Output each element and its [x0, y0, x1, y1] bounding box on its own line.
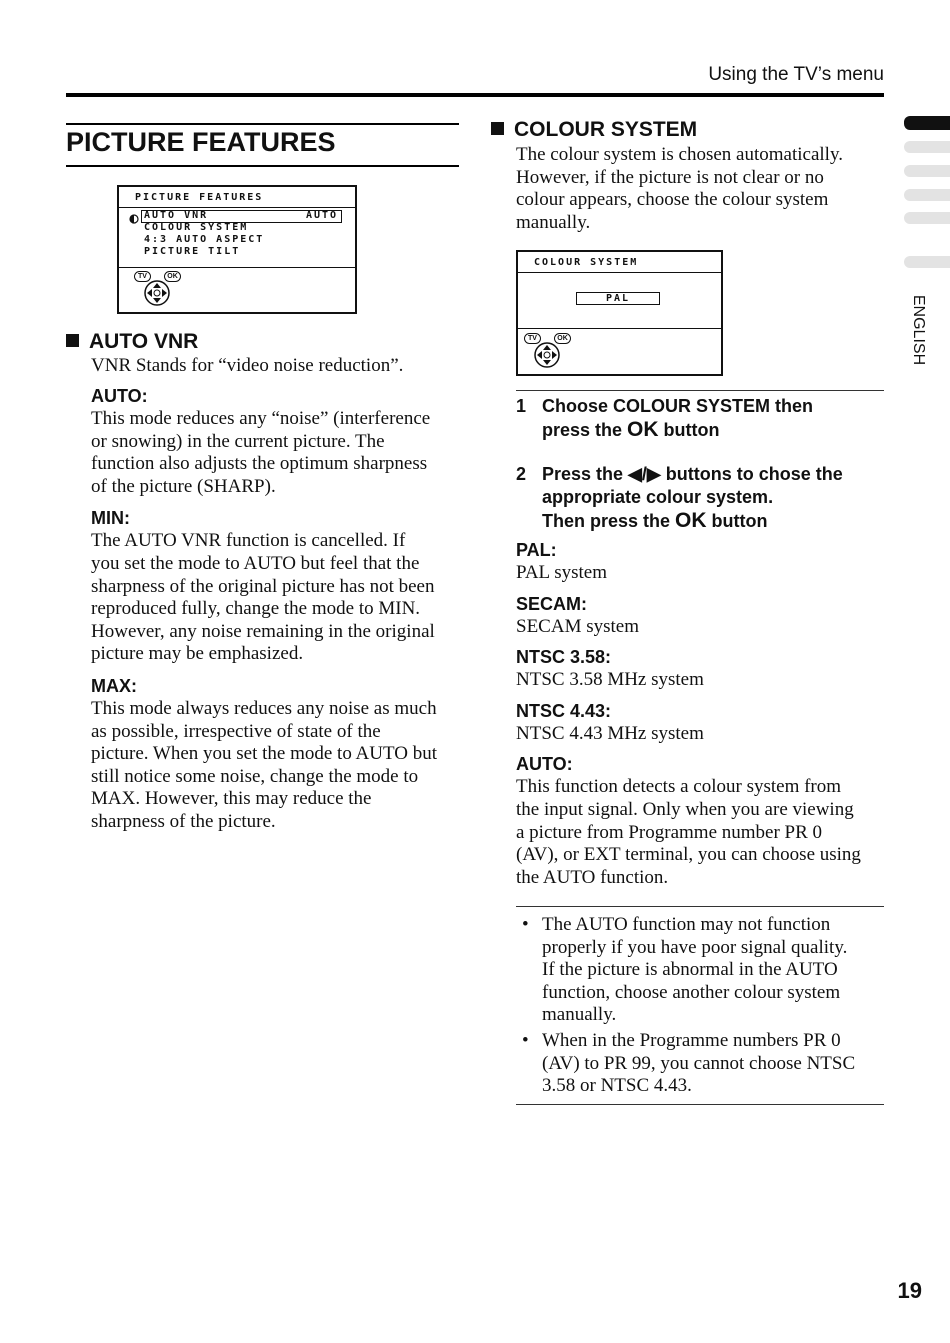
section-tab: [904, 256, 950, 268]
intro-line: However, if the picture is not clear or no: [516, 166, 824, 188]
notes-rule-top: [516, 906, 884, 907]
steps-rule-top: [516, 390, 884, 391]
auto-vnr-modes: [91, 386, 461, 834]
mode-line: or snowing) in the current picture. The: [91, 430, 385, 452]
header-rule: [66, 93, 884, 97]
step-line: press the OK button: [542, 418, 720, 441]
option-line: the AUTO function.: [516, 866, 669, 888]
mode-line: MAX. However, this may reduce the: [91, 788, 372, 810]
mode-line: picture may be emphasized.: [91, 643, 304, 665]
osd-divider: [119, 207, 355, 208]
section-tab: [904, 189, 950, 201]
option-line: a picture from Programme number PR 0: [516, 821, 823, 843]
mode-line: This mode reduces any “noise” (interference: [91, 408, 431, 429]
colour-system-intro: [516, 144, 886, 234]
section-tab: [904, 141, 950, 153]
option-line: the input signal. Only when you are viewing: [516, 798, 854, 820]
intro-line: colour appears, choose the colour system: [516, 189, 829, 211]
option-line: This function detects a colour system from: [516, 776, 842, 798]
title-rule-bottom: [66, 165, 459, 167]
mode-line: sharpness of the picture.: [91, 810, 276, 832]
option-line: NTSC 4.43 MHz system: [516, 722, 704, 744]
option-line: (AV), or EXT terminal, you can choose using: [516, 844, 861, 866]
ok-label: OK: [627, 418, 659, 441]
language-label: ENGLISH: [910, 294, 927, 366]
mode-line: you set the mode to AUTO but feel that the: [91, 552, 420, 574]
auto-vnr-heading: AUTO VNR: [66, 330, 198, 354]
osd-divider: [119, 267, 355, 268]
option-label: AUTO:: [516, 754, 573, 775]
step-line: Choose COLOUR SYSTEM then: [542, 396, 814, 416]
step-line: Then press the OK button: [542, 509, 768, 532]
step-1-text: [542, 395, 887, 442]
mode-line: However, any noise remaining in the original: [91, 620, 435, 642]
bullet-square-icon: [66, 334, 79, 347]
mode-line: reproduced fully, change the mode to MIN.: [91, 598, 421, 620]
option-label: NTSC 3.58:: [516, 647, 612, 668]
option-line: SECAM system: [516, 615, 639, 637]
colour-system-osd: [516, 250, 723, 376]
option-line: PAL system: [516, 562, 607, 583]
step-number: 2: [516, 464, 527, 484]
dpad-icon: [531, 341, 563, 369]
bullet-square-icon: [491, 122, 504, 135]
mode-line: This mode always reduces any noise as much: [91, 697, 437, 719]
tv-button-icon: TV: [524, 333, 541, 344]
step-number: 1: [516, 396, 527, 416]
mode-label: MIN:: [91, 508, 130, 529]
ok-button-icon: OK: [554, 333, 571, 344]
section-tab-active: [904, 116, 950, 130]
mode-label: AUTO:: [91, 386, 148, 406]
step-line: Press the ◀/▶ buttons to chose the: [542, 464, 843, 484]
notes-list: [516, 914, 886, 1098]
page-number: 19: [897, 1278, 922, 1303]
osd-title: PICTURE FEATURES: [135, 192, 264, 203]
page-header-title: Using the TV’s menu: [708, 64, 884, 85]
section-title: PICTURE FEATURES: [66, 127, 336, 157]
mode-line: The AUTO VNR function is cancelled. If: [91, 530, 406, 552]
mode-line: as possible, irrespective of state of the: [91, 720, 381, 742]
mode-line: still notice some noise, change the mode to: [91, 765, 419, 787]
intro-line: The colour system is chosen automatically.: [516, 144, 843, 165]
option-label: NTSC 4.43:: [516, 700, 612, 721]
intro-line: manually.: [516, 211, 591, 233]
mode-line: function also adjusts the optimum sharpness: [91, 453, 428, 475]
osd-item: PICTURE TILT: [144, 246, 241, 257]
section-tab: [904, 165, 950, 177]
section-tab: [904, 212, 950, 224]
tv-button-icon: TV: [134, 271, 151, 282]
left-right-arrows-icon: ◀/▶: [628, 464, 661, 484]
osd-divider: [518, 272, 721, 273]
mode-line: of the picture (SHARP).: [91, 475, 276, 497]
osd-item: 4:3 AUTO ASPECT: [144, 234, 265, 245]
osd-divider: [518, 328, 721, 329]
auto-vnr-intro: VNR Stands for “video noise reduction”.: [91, 355, 404, 376]
option-label: PAL:: [516, 540, 557, 560]
picture-features-osd: [117, 185, 357, 314]
colour-options: [516, 540, 886, 889]
cursor-icon: [129, 211, 139, 221]
osd-item: AUTO VNR: [144, 210, 209, 221]
mode-line: picture. When you set the mode to AUTO but: [91, 743, 437, 765]
title-rule-top: [66, 123, 459, 125]
note-item: • The AUTO function may not function properly if you have poor signal quality. If the picture is abnormal in the AUTO function, choose another colour system manually.: [516, 914, 886, 1027]
dpad-icon: [141, 279, 173, 307]
ok-button-icon: OK: [164, 271, 181, 282]
mode-line: sharpness of the original picture has not been: [91, 575, 435, 597]
step-line: appropriate colour system.: [542, 487, 774, 507]
note-item: • When in the Programme numbers PR 0 (AV) to PR 99, you cannot choose NTSC 3.58 or NTSC 4.43.: [516, 1030, 886, 1098]
osd-item-value: AUTO: [306, 210, 339, 221]
step-2-text: [542, 463, 887, 533]
osd-title: COLOUR SYSTEM: [534, 257, 639, 268]
ok-label: OK: [675, 509, 707, 532]
option-label: SECAM:: [516, 593, 587, 614]
option-line: NTSC 3.58 MHz system: [516, 669, 704, 691]
osd-item: COLOUR SYSTEM: [144, 222, 249, 233]
notes-rule-bottom: [516, 1104, 884, 1105]
mode-label: MAX:: [91, 675, 137, 696]
colour-system-heading: COLOUR SYSTEM: [491, 118, 697, 142]
osd-value-box: PAL: [576, 292, 660, 305]
